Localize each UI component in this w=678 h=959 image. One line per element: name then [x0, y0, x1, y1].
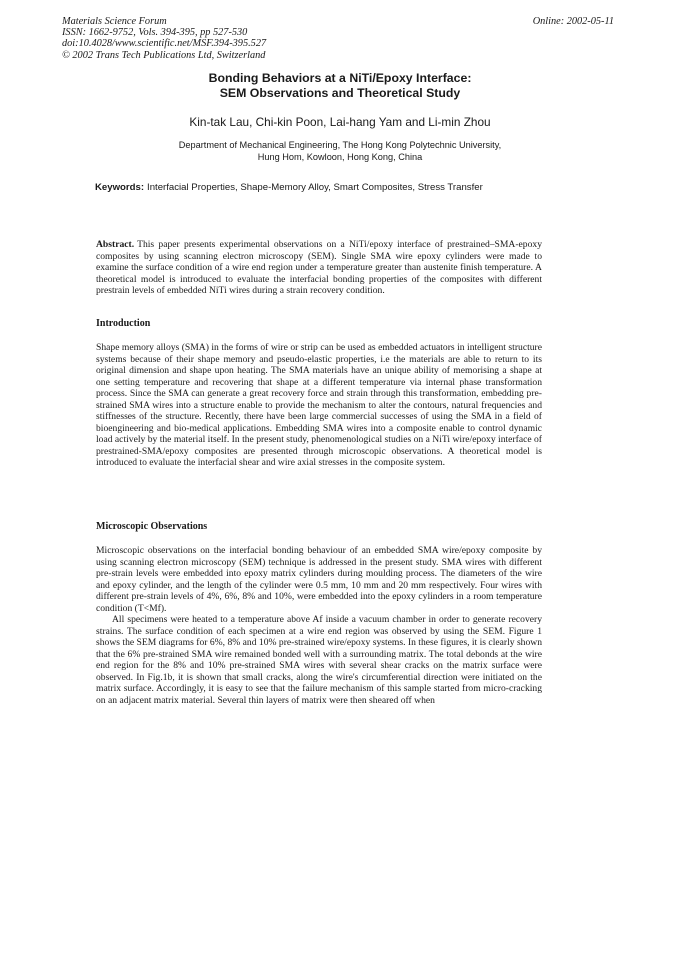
- abstract-label: Abstract.: [96, 239, 135, 250]
- microscopic-observations-heading: Microscopic Observations: [96, 521, 208, 532]
- copyright-line: © 2002 Trans Tech Publications Ltd, Switzerland: [62, 49, 266, 61]
- keywords-label: Keywords:: [95, 182, 145, 193]
- abstract: [96, 239, 542, 297]
- affiliation-line-1: Department of Mechanical Engineering, The Hong Kong Polytechnic University,: [178, 140, 502, 150]
- micro-paragraph-2: All specimens were heated to a temperature above Af inside a vacuum chamber in order to generate recovery strains. The surface condition of each specimen at a wire end region was observed by using the SEM. Figure 1 shows the SEM diagrams for 6%, 8% and 10% pre-strained wire/epoxy systems. In these figures, it is clearly shown that the 6% pre-strained SMA wire remained bonded well with a surrounding matrix. The total debonds at the wire end region for the 8% and 10% pre-strained SMA wires with several shear cracks on the matrix surface were observed. In Fig.1b, it is shown that small cracks, along the wire's circumferential direction were initiated on the matrix surface. Accordingly, it is easy to see that the failure mechanism of this sample started from micro-cracking on an adjacent matrix material. Several thin layers of matrix were then sheared off when: [96, 614, 542, 706]
- journal-header: [62, 16, 266, 61]
- introduction-text: Shape memory alloys (SMA) in the forms of wire or strip can be used as embedded actuators in intelligent structure systems because of their shape memory and pseudo-elastic properties, i.e the materials are able to return to its original dimension and shape upon heating. The SMA materials have an unique ability of memorising a shape at one setting temperature and recovering that shape at a different temperature via internal phase transformation process. Since the SMA can generate a great recovery force and strain through this transformation, embedding pre-strained SMA wires into a structure enable to provide the mechanism to alter the contours, natural frequencies and stiffnesses of the structure. Recently, there have been large commercial successes of using the SMA in a field of bioengineering and bio-medical applications. Embedding SMA wires into a composite enable to control dynamic load actively by the material itself. In the present study, phenomenological studies on a NiTi wire/epoxy interface of prestrained-SMA/epoxy composites are presented through microscopic observations. A theoretical model is introduced to evaluate the interfacial shear and wire axial stresses in the composite system.: [96, 342, 542, 468]
- paper-title: [80, 71, 600, 101]
- title-line-1: Bonding Behaviors at a NiTi/Epoxy Interface:: [208, 71, 472, 85]
- journal-name: Materials Science Forum: [62, 16, 167, 27]
- abstract-text: This paper presents experimental observations on a NiTi/epoxy interface of prestrained–SMA-epoxy composites by using scanning electron microscopy (SEM). Single SMA wire epoxy cylinders were made to examine the surface condition of a wire end region under a temperature greater than austenite finish temperature. A theoretical model is introduced to evaluate the interfacial bonding properties of the composites with different prestrain levels of embedded NiTi wires during a strain recovery condition.: [96, 239, 542, 296]
- online-date: Online: 2002-05-11: [532, 16, 614, 27]
- micro-paragraph-1: Microscopic observations on the interfacial bonding behaviour of an embedded SMA wire/epoxy composite by using scanning electron microscopy (SEM) technique is addressed in the present study. SMA wires with different pre-strain levels were embedded into epoxy matrix cylinders during moulding process. The diameters of the wire and epoxy cylinder, and the length of the cylinder were 0.5 mm, 10 mm and 20 mm respectively. Four wires with different pre-strain levels of 4%, 6%, 8% and 10%, were embedded into the epoxy cylinders in a room temperature condition (T<Mf).: [96, 545, 542, 614]
- keywords-list: Interfacial Properties, Shape-Memory Alloy, Smart Composites, Stress Transfer: [147, 182, 483, 193]
- affiliation: [80, 139, 600, 163]
- microscopic-observations-text: [96, 545, 542, 706]
- authors: Kin-tak Lau, Chi-kin Poon, Lai-hang Yam and Li-min Zhou: [189, 115, 491, 129]
- title-line-2: SEM Observations and Theoretical Study: [219, 86, 461, 100]
- introduction-heading: Introduction: [96, 318, 151, 329]
- affiliation-line-2: Hung Hom, Kowloon, Hong Kong, China: [257, 152, 423, 162]
- doi-line: doi:10.4028/www.scientific.net/MSF.394-395.527: [62, 38, 267, 50]
- issn-line: ISSN: 1662-9752, Vols. 394-395, pp 527-530: [62, 27, 248, 39]
- keywords: [95, 182, 483, 193]
